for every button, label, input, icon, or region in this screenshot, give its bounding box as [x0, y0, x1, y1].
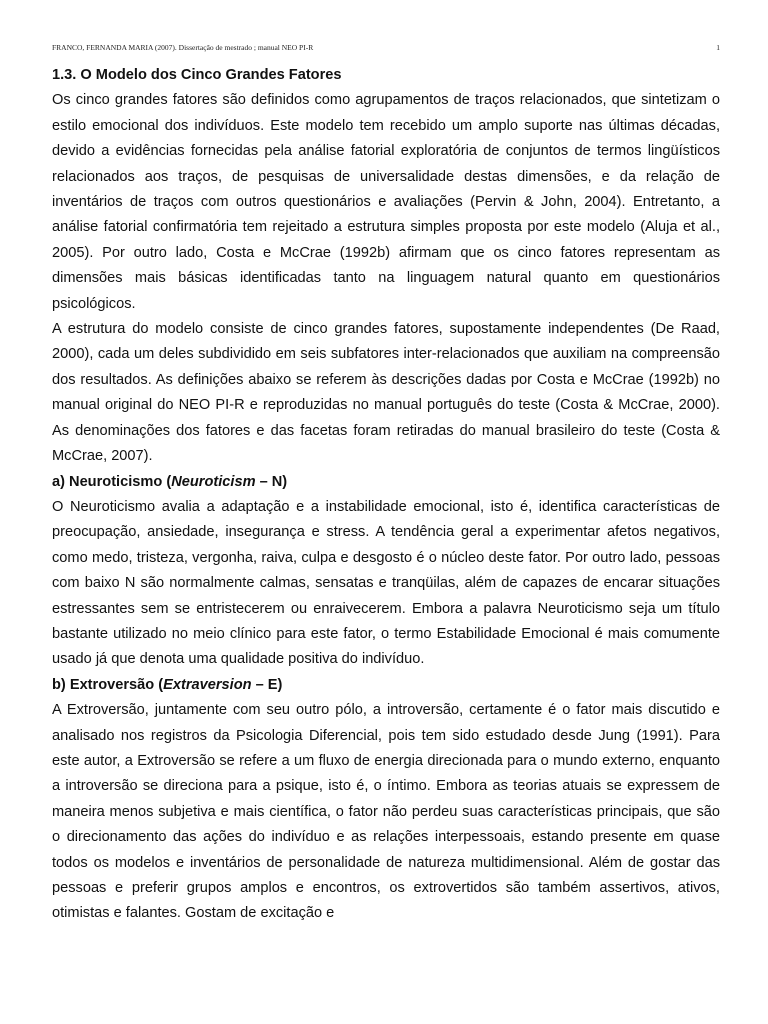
running-title: FRANCO, FERNANDA MARIA (2007). Dissertação de mestrado ; manual NEO PI-R	[52, 43, 314, 52]
page-number: 1	[716, 43, 720, 52]
running-header	[52, 42, 720, 54]
factor-b-prefix: b) Extroversão (	[52, 676, 164, 693]
section-heading: 1.3. O Modelo dos Cinco Grandes Fatores	[52, 67, 342, 83]
paragraph-extroversion: A Extroversão, juntamente com seu outro pólo, a introversão, certamente é o fator mais discutido e analisado nos registros da Psicologia Diferencial, pois tem sido estudado desde Jung (1991). Para este autor, a Extroversão se refere a um fluxo de energia direcionada para o mundo externo, enquanto a introversão se direciona para a psique, isto é, o íntimo. Embora as teorias atuais se expressem de maneira menos subjetiva e mais científica, o fator não perdeu suas características principais, que são o direcionamento das ações do indivíduo e as relações interpessoais, estando presente em quase todos os modelos e inventários de personalidade de natureza multidimensional. Além de gostar das pessoas e preferir grupos amplos e encontros, os extrovertidos são também assertivos, ativos, otimistas e falantes. Gostam de excitação e	[52, 702, 720, 922]
factor-a-prefix: a) Neuroticismo (	[52, 473, 172, 490]
factor-a-suffix: – N)	[255, 473, 288, 490]
factor-heading-extroversion	[52, 673, 720, 698]
document-page	[52, 0, 720, 1024]
paragraph-intro: Os cinco grandes fatores são definidos como agrupamentos de traços relacionados, que sintetizam o estilo emocional dos indivíduos. Este modelo tem recebido um amplo suporte nas últimas décadas, devido a evidências fornecidas pela análise fatorial exploratória de conjuntos de termos lingüísticos relacionados aos traços, de pesquisas de universalidade destas dimensões, e da relação de inventários de traços com outros questionários e avaliações (Pervin & John, 2004). Entretanto, a análise fatorial confirmatória tem rejeitado a estrutura simples proposta por este modelo (Aluja et al., 2005). Por outro lado, Costa e McCrae (1992b) afirmam que os cinco fatores representam as dimensões mais básicas identificadas tanto na linguagem natural quanto em questionários psicológicos.	[52, 92, 720, 312]
factor-b-english-term: Extraversion	[163, 676, 252, 693]
factor-b-suffix: – E)	[251, 676, 283, 693]
paragraph-structure: A estrutura do modelo consiste de cinco grandes fatores, supostamente independentes (De Raad, 2000), cada um deles subdividido em seis subfatores inter-relacionados que auxiliam na compreensão dos resultados. As definições abaixo se referem às descrições dadas por Costa e McCrae (1992b) no manual original do NEO PI-R e reproduzidas no manual português do teste (Costa & McCrae, 2000). As denominações dos fatores e das facetas foram retiradas do manual brasileiro do teste (Costa & McCrae, 2007).	[52, 321, 720, 465]
paragraph-neuroticism: O Neuroticismo avalia a adaptação e a instabilidade emocional, isto é, identifica características de preocupação, ansiedade, insegurança e stress. A tendência geral a experimentar afetos negativos, como medo, tristeza, vergonha, raiva, culpa e desgosto é o núcleo deste fator. Por outro lado, pessoas com baixo N são normalmente calmas, sensatas e tranqüilas, além de capazes de encarar situações estressantes sem se entristecerem ou enraivecerem. Embora a palavra Neuroticismo seja um título bastante utilizado no meio clínico para este fator, o termo Estabilidade Emocional é mais comumente usado já que denota uma qualidade positiva do indivíduo.	[52, 498, 720, 668]
factor-a-english-term: Neuroticism	[171, 473, 256, 490]
factor-heading-neuroticism	[52, 470, 720, 495]
body-text	[52, 63, 720, 927]
